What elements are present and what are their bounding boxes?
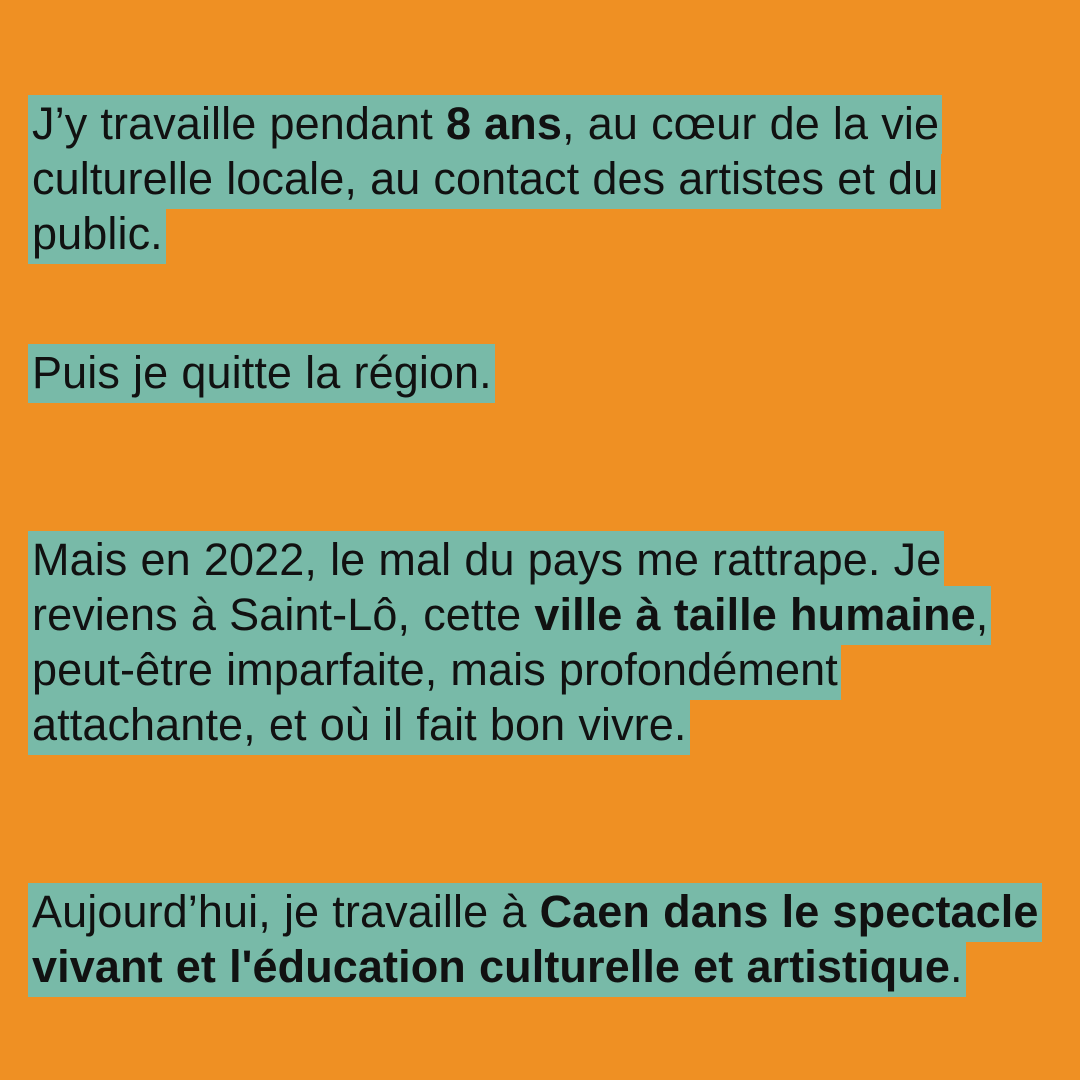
text-run-bold: ville à taille humaine xyxy=(534,588,976,640)
text-run: , au cœur de la vie culturelle locale, au contact des artistes et du public. xyxy=(32,98,940,259)
text-run: . xyxy=(950,941,963,993)
highlighted-text xyxy=(28,95,942,264)
paragraph-spacer xyxy=(28,445,1050,488)
text-run: Mais en 2022, le mal du pays me rattrape. Je reviens à Saint-Lô, cette xyxy=(32,534,942,640)
paragraph-return-2022 xyxy=(28,533,1050,753)
text-run: Puis je quitte la région. xyxy=(32,346,492,398)
highlighted-text xyxy=(28,531,991,755)
text-run: , peut-être imparfaite, mais profondément attachante, et où il fait bon vivre. xyxy=(32,588,989,750)
paragraph-today-caen xyxy=(28,885,1050,995)
text-run: J’y travaille pendant xyxy=(32,98,446,149)
paragraph-work-8-years xyxy=(28,97,1050,262)
text-run-bold: 8 ans xyxy=(445,98,563,149)
text-run-bold: Caen dans le spectacle vivant et l'éducation culturelle et artistique xyxy=(32,886,1039,993)
text-run: Aujourd’hui, je travaille à xyxy=(32,886,540,938)
paragraph-spacer xyxy=(28,262,1050,301)
paragraph-spacer xyxy=(28,798,1050,841)
paragraph-leave-region xyxy=(28,346,1050,401)
highlighted-text xyxy=(28,344,495,403)
highlighted-text xyxy=(28,883,1042,997)
